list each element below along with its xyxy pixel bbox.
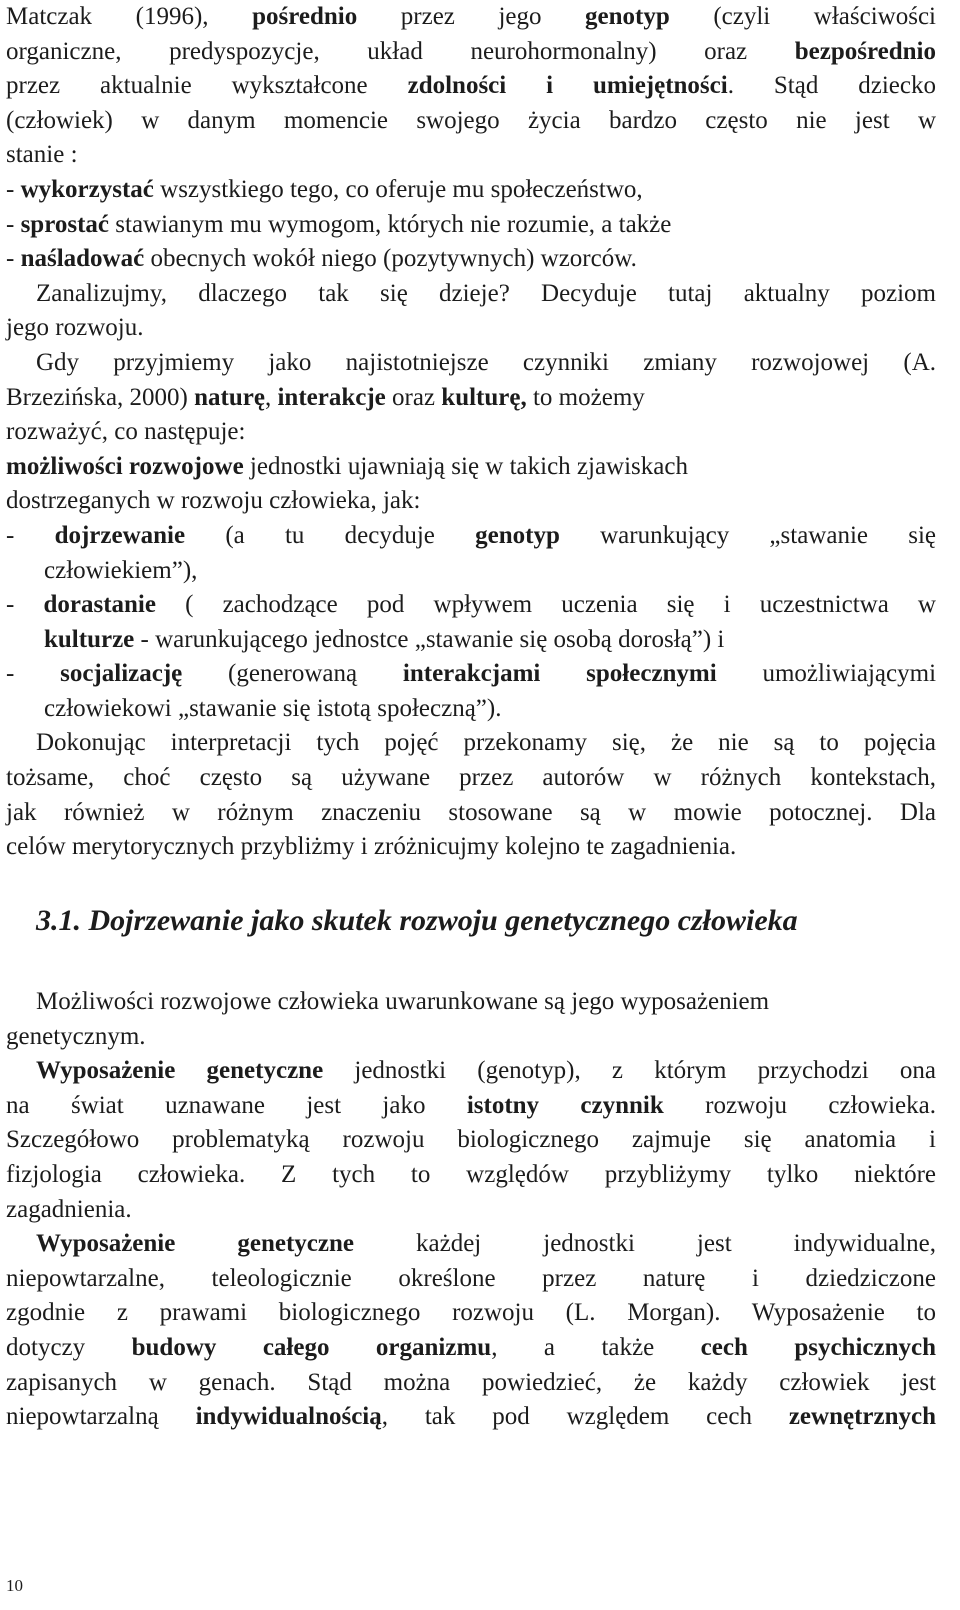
- text-line: [6, 985, 936, 1020]
- text-run: Gdy przyjmiemy jako najistotniejsze czynniki zmiany rozwojowej (A.: [36, 348, 936, 376]
- bold-term: kulturę,: [441, 383, 527, 411]
- text-line: [6, 173, 936, 208]
- section-heading: 3.1. Dojrzewanie jako skutek rozwoju genetycznego człowieka: [36, 904, 798, 937]
- text-run: Brzezińska, 2000): [6, 383, 195, 411]
- text-line: [6, 1020, 936, 1055]
- text-run: obecnych wokół niego (pozytywnych) wzorców.: [144, 245, 637, 273]
- text-line: [6, 1331, 936, 1366]
- text-run: genetycznym.: [6, 1022, 146, 1050]
- bold-term: Wyposażenie genetyczne: [36, 1230, 354, 1258]
- text-run: -: [6, 245, 21, 273]
- bold-term: interakcjami społecznymi: [402, 660, 717, 688]
- text-run: jednostki ujawniają się w takich zjawiskach: [243, 452, 688, 480]
- bold-term: zewnętrznych: [788, 1403, 936, 1431]
- page-number: 10: [6, 1576, 23, 1595]
- text-line: [6, 1262, 936, 1297]
- text-line: [6, 623, 936, 658]
- text-line: [6, 138, 936, 173]
- text-line: [6, 381, 936, 416]
- text-run: jego rozwoju.: [6, 314, 144, 342]
- bold-term: Wyposażenie genetyczne: [36, 1057, 324, 1085]
- text-run: - warunkującego jednostce „stawanie się osobą dorosłą”) i: [134, 625, 725, 653]
- text-line: [6, 796, 936, 831]
- bold-term: naturę: [194, 383, 265, 411]
- text-line: [6, 1227, 936, 1262]
- text-run: wszystkiego tego, co oferuje mu społeczeństwo,: [153, 175, 643, 203]
- bold-term: genotyp: [585, 3, 670, 30]
- bold-term: istotny czynnik: [466, 1091, 664, 1119]
- bold-term: dojrzewanie: [54, 521, 186, 549]
- text-run: , a także: [491, 1333, 701, 1361]
- bold-term: możliwości rozwojowe: [6, 452, 244, 480]
- text-line: [6, 346, 936, 381]
- text-run: warunkujący „stawanie się: [559, 521, 936, 549]
- text-run: umożliwiającymi: [716, 660, 937, 688]
- text-line: [6, 1054, 936, 1089]
- text-line: [6, 104, 936, 139]
- text-run: jak również w różnym znaczeniu stosowane są w mowie potocznej. Dla: [6, 798, 936, 826]
- bold-term: kulturze: [44, 625, 135, 653]
- text-line: [6, 519, 936, 554]
- text-run: rozwoju człowieka.: [663, 1091, 936, 1119]
- text-run: człowiekowi „stawanie się istotą społeczną”).: [44, 694, 502, 722]
- text-run: , tak pod względem cech: [381, 1403, 789, 1431]
- text-run: (generowaną: [182, 660, 403, 688]
- text-line: [6, 1400, 936, 1435]
- text-run: . Stąd dziecko: [727, 72, 937, 100]
- text-run: zgodnie z prawami biologicznego rozwoju (L. Morgan). Wyposażenie to: [6, 1299, 936, 1327]
- text-line: [6, 830, 936, 865]
- paragraph-block-1: [6, 0, 936, 865]
- text-line: [6, 242, 936, 277]
- text-run: dostrzeganych w rozwoju człowieka, jak:: [6, 487, 421, 515]
- text-line: [6, 1193, 936, 1228]
- text-line: [6, 554, 936, 589]
- text-line: [6, 588, 936, 623]
- text-run: Matczak (1996),: [6, 3, 253, 30]
- text-run: zapisanych w genach. Stąd można powiedzieć, że każdy człowiek jest: [6, 1368, 936, 1396]
- text-line: [6, 692, 936, 727]
- text-run: niepowtarzalną: [6, 1403, 196, 1431]
- bold-term: naśladować: [20, 245, 145, 273]
- text-line: [6, 415, 936, 450]
- text-line: [6, 1366, 936, 1401]
- text-line: [6, 208, 936, 243]
- text-run: niepowtarzalne, teleologicznie określone przez naturę i dziedziczone: [6, 1264, 936, 1292]
- text-line: [6, 1123, 936, 1158]
- bold-term: sprostać: [20, 210, 110, 238]
- text-run: każdej jednostki jest indywidualne,: [353, 1230, 936, 1258]
- text-line: [6, 0, 936, 35]
- text-run: Szczegółowo problematyką rozwoju biologicznego zajmuje się anatomia i: [6, 1126, 936, 1154]
- bold-term: genotyp: [475, 521, 560, 549]
- bold-term: wykorzystać: [20, 175, 154, 203]
- text-run: ( zachodzące pod wpływem uczenia się i uczestnictwa w: [155, 591, 936, 619]
- text-run: jednostki (genotyp), z którym przychodzi ona: [323, 1057, 936, 1085]
- text-run: (a tu decyduje: [185, 521, 476, 549]
- bold-term: socjalizację: [60, 660, 183, 688]
- text-line: [6, 761, 936, 796]
- text-run: stanie :: [6, 141, 78, 169]
- text-run: -: [6, 521, 55, 549]
- text-line: [6, 311, 936, 346]
- text-run: -: [6, 175, 21, 203]
- paragraph-block-2: [6, 985, 936, 1435]
- text-line: [6, 726, 936, 761]
- bold-term: indywidualnością: [195, 1403, 382, 1431]
- bold-term: pośrednio: [252, 3, 358, 30]
- text-run: fizjologia człowieka. Z tych to względów przybliżymy tylko niektóre: [6, 1160, 936, 1188]
- text-run: Dokonując interpretacji tych pojęć przekonamy się, że nie są to pojęcia: [36, 729, 936, 757]
- text-run: -: [6, 210, 21, 238]
- text-run: ,: [264, 383, 278, 411]
- text-run: przez aktualnie wykształcone: [6, 72, 408, 100]
- bold-term: cech psychicznych: [700, 1333, 936, 1361]
- text-run: organiczne, predyspozycje, układ neurohormonalny) oraz: [6, 37, 795, 65]
- text-line: [6, 657, 936, 692]
- text-run: rozważyć, co następuje:: [6, 418, 246, 446]
- bold-term: dorastanie: [43, 591, 156, 619]
- text-run: dotyczy: [6, 1333, 132, 1361]
- text-run: na świat uznawane jest jako: [6, 1091, 467, 1119]
- bold-term: budowy całego organizmu: [131, 1333, 492, 1361]
- text-run: tożsame, choć często są używane przez autorów w różnych kontekstach,: [6, 764, 936, 792]
- text-line: [6, 69, 936, 104]
- text-run: -: [6, 591, 44, 619]
- text-run: (czyli właściwości: [669, 3, 936, 30]
- text-line: [6, 484, 936, 519]
- text-run: stawianym mu wymogom, których nie rozumie, a także: [109, 210, 672, 238]
- text-run: (człowiek) w danym momencie swojego życia bardzo często nie jest w: [6, 106, 936, 134]
- text-line: [6, 1296, 936, 1331]
- text-run: to możemy: [526, 383, 645, 411]
- bold-term: bezpośrednio: [794, 37, 936, 65]
- text-run: celów merytorycznych przybliżmy i zróżnicujmy kolejno te zagadnienia.: [6, 833, 737, 861]
- text-line: [6, 1089, 936, 1124]
- text-run: człowiekiem”),: [44, 556, 198, 584]
- text-run: oraz: [385, 383, 442, 411]
- text-run: przez jego: [357, 3, 586, 30]
- bold-term: interakcje: [277, 383, 386, 411]
- text-run: Możliwości rozwojowe człowieka uwarunkowane są jego wyposażeniem: [36, 988, 770, 1015]
- bold-term: zdolności i umiejętności: [407, 72, 728, 100]
- text-line: [6, 35, 936, 70]
- text-run: -: [6, 660, 61, 688]
- text-line: [6, 1158, 936, 1193]
- text-line: [6, 277, 936, 312]
- text-run: Zanalizujmy, dlaczego tak się dzieje? Decyduje tutaj aktualny poziom: [36, 279, 936, 307]
- text-run: zagadnienia.: [6, 1195, 132, 1223]
- text-line: [6, 450, 936, 485]
